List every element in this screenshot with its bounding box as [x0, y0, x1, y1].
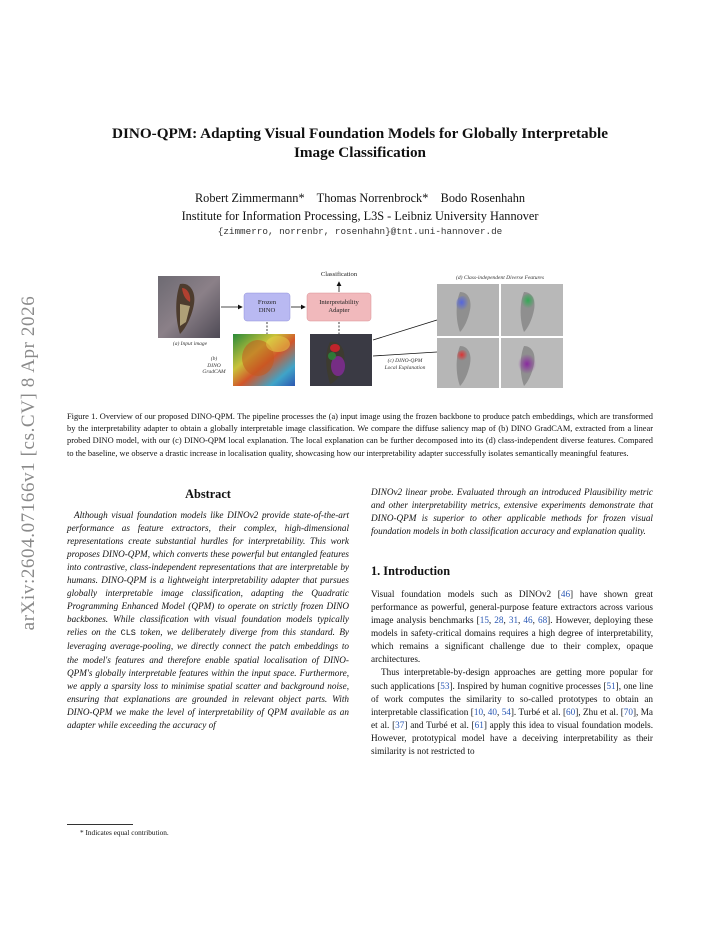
text-run: ]. However, deploying these models in safety-critical domains requires a high degree of interpretability, which remains a significant challenge due to their complex, opaque architectures. [371, 615, 653, 665]
cls-token: CLS [120, 628, 136, 639]
intro-paragraph-1 [371, 588, 653, 666]
citation-link[interactable]: 61 [474, 719, 484, 730]
figure-1 [150, 270, 570, 390]
text-run: , [496, 706, 502, 717]
citation-link[interactable]: 28 [494, 615, 504, 626]
class-independent-features-grid [437, 284, 563, 388]
text-run: ] have shown great performance as powerful, general-purpose feature extractors across various image analysis benchmarks [ [371, 589, 653, 626]
arxiv-stamp [18, 268, 40, 658]
abstract-continuation: DINOv2 linear probe. Evaluated through an introduced Plausibility metric and other interpretability metrics, extensive experiments demonstrate that DINO-QPM is superior to other applicable methods for frozen visual foundation models in both classification accuracy and explanation quality. [371, 487, 653, 537]
right-column [371, 486, 653, 758]
citation-link[interactable]: 15 [479, 615, 489, 626]
text-run: Visual foundation models such as DINOv2 [ [371, 589, 561, 600]
text-run: ], Zhu et al. [ [575, 706, 624, 717]
left-column [67, 486, 349, 732]
dino-gradcam-map [233, 334, 295, 386]
citation-link[interactable]: 46 [560, 589, 571, 600]
text-run: Thus interpretable-by-design approaches are getting more popular for such applications [ [371, 667, 653, 691]
footnote-rule [67, 824, 133, 825]
label-diverse-features: (d) Class-independent Diverse Features [456, 275, 544, 281]
citation-link[interactable]: 31 [508, 615, 519, 626]
abstract-part-2: token, we deliberately diverge from this standard. By leveraging average-pooling, we directly connect the patch embeddings to the model's features and therefore enable spatial localisation of DINO-QPM's globally interpretable features within the input space. Furthermore, we apply a sparsity loss to minimise spatial scatter and background noise, ensuring that explanations are grounded in relevant object parts. With DINO-QPM we make the level of interpretability of QPM available as an adapter while exceeding the accuracy of [67, 627, 350, 730]
citation-link[interactable]: 10 [473, 706, 484, 717]
text-run: , [503, 615, 509, 626]
author-list: Robert Zimmermann* Thomas Norrenbrock* Bodo Rosenhahn [194, 191, 526, 205]
text-run: ], Ma et al. [ [371, 706, 653, 730]
citation-link[interactable]: 53 [440, 680, 450, 691]
text-run: , [532, 615, 538, 626]
citation-link[interactable]: 68 [537, 615, 548, 626]
title-line-2: Image Classification [293, 144, 427, 161]
affiliation: Institute for Information Processing, L3S - Leibniz University Hannover [181, 209, 539, 223]
citation-link[interactable]: 46 [523, 615, 533, 626]
arxiv-stamp-text: arXiv:2604.07166v1 [cs.CV] 8 Apr 2026 [18, 295, 39, 631]
text-run: , [488, 615, 495, 626]
label-interpretability-adapter: Interpretability Adapter [319, 299, 359, 314]
citation-link[interactable]: 37 [395, 719, 405, 730]
connector-line-bottom [373, 352, 437, 356]
introduction-heading: 1. Introduction [371, 564, 451, 579]
paper-title [70, 124, 650, 162]
text-run: ]. Inspired by human cognitive processes [ [449, 680, 607, 691]
text-run: ], one line of work computes the similarity to so-called prototypes to obtain an interpretable classification [ [371, 680, 653, 717]
figure-caption: Figure 1. Overview of our proposed DINO-QPM. The pipeline processes the (a) input image using the frozen backbone to produce patch embeddings, which are transformed by the interpretability adapter to obtain a globally interpretable image classification. We compare the diffuse saliency map of (b) DINO GradCAM, extracted from a linear probed DINO model, with our (c) DINO-QPM local explanation. The local explanation can be further decomposed into its (d) class-independent diverse features. Compared to the baseline, we observe a drastic increase in localisation quality, showcasing how our interpretability adapter successfully isolates semantically meaningful features. [67, 412, 653, 458]
label-input-image: (a) Input image [172, 341, 208, 347]
author-emails: {zimmerro, norrenbr, rosenhahn}@tnt.uni-hannover.de [217, 226, 503, 237]
abstract-text [67, 509, 349, 732]
input-image [158, 276, 220, 338]
citation-link[interactable]: 51 [606, 680, 616, 691]
citation-link[interactable]: 70 [623, 706, 633, 717]
footnote-equal-contribution: * Indicates equal contribution. [80, 828, 169, 837]
title-line-1: DINO-QPM: Adapting Visual Foundation Models for Globally Interpretable [111, 125, 609, 142]
text-run: ] and Turbé et al. [ [404, 719, 475, 730]
label-dino-gradcam: (b) DINO GradCAM [202, 356, 226, 375]
label-local-explanation: (c) DINO-QPM Local Explanation [384, 358, 426, 371]
text-run: , [518, 615, 524, 626]
text-run: ] apply this idea to visual foundation models. However, prototypical model have a deceiving interpretability as their similarity is not restricted to [371, 719, 654, 756]
abstract-heading: Abstract [185, 487, 231, 501]
citation-link[interactable]: 60 [566, 706, 576, 717]
connector-line-top [373, 320, 437, 340]
dino-qpm-local-explanation [310, 334, 372, 386]
citation-link[interactable]: 54 [501, 706, 511, 717]
text-run: , [483, 706, 488, 717]
label-frozen-dino: Frozen DINO [257, 299, 277, 314]
intro-paragraph-2 [371, 666, 653, 757]
text-run: ]. Turbé et al. [ [510, 706, 567, 717]
citation-link[interactable]: 40 [487, 706, 497, 717]
abstract-part-1: Although visual foundation models like DINOv2 provide state-of-the-art performance as feature extractors, their complex, high-dimensional representations create substantial hurdles for interpretability. This work proposes DINO-QPM, which converts these powerful but entangled features into contrastive, class-independent representations that are interpretable by humans. DINO-QPM is a lightweight interpretability adapter that pursues globally interpretable image classification, adapting the Quadratic Programming Enhanced Model (QPM) to operate on strictly frozen DINO backbones. While classification with visual foundation models typically relies on the [67, 510, 349, 638]
label-classification: Classification [320, 271, 358, 278]
